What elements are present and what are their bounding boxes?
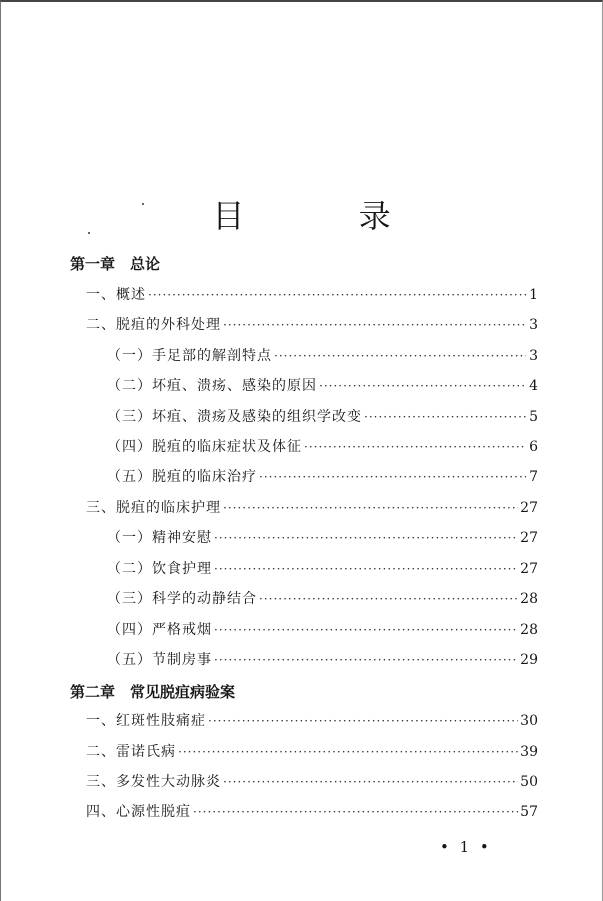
leader-dots xyxy=(274,349,526,363)
entry-label: （四）严格戒烟 xyxy=(107,622,212,638)
leader-dots xyxy=(223,501,518,515)
toc-entry[interactable] xyxy=(107,649,538,669)
entry-label: 一、概述 xyxy=(86,287,146,303)
toc-title: 目 录 xyxy=(212,197,443,236)
entry-label: 二、雷诺氏病 xyxy=(86,744,176,760)
leader-dots xyxy=(214,562,518,576)
toc-entry[interactable] xyxy=(86,710,538,730)
toc-entry[interactable] xyxy=(107,436,538,456)
entry-label: （五）节制房事 xyxy=(107,652,212,668)
leader-dots xyxy=(319,379,526,393)
entry-label: （二）饮食护理 xyxy=(107,561,212,577)
chapter-heading: 第一章 总论 xyxy=(70,255,161,273)
entry-page: 28 xyxy=(520,591,538,607)
entry-page: 7 xyxy=(529,469,538,485)
toc-entry[interactable] xyxy=(107,588,538,608)
entry-label: （二）坏疽、溃疡、感染的原因 xyxy=(107,378,317,394)
entry-page: 50 xyxy=(520,774,538,790)
leader-dots xyxy=(223,318,526,332)
entry-page: 5 xyxy=(529,409,538,425)
entry-label: （一）手足部的解剖特点 xyxy=(107,348,272,364)
entry-label: 一、红斑性肢痛症 xyxy=(86,713,206,729)
toc-entry[interactable] xyxy=(107,345,538,365)
leader-dots xyxy=(148,288,526,302)
entry-page: 27 xyxy=(520,561,538,577)
entry-page: 4 xyxy=(529,378,538,394)
scan-speck xyxy=(142,203,144,205)
chapter-heading: 第二章 常见脱疽病验案 xyxy=(70,683,236,701)
page-number: • 1 • xyxy=(440,838,489,856)
toc-entry[interactable] xyxy=(86,741,538,761)
entry-label: 二、脱疽的外科处理 xyxy=(86,317,221,333)
toc-entry[interactable] xyxy=(107,558,538,578)
leader-dots xyxy=(214,623,518,637)
entry-page: 3 xyxy=(529,348,538,364)
leader-dots xyxy=(208,714,518,728)
entry-page: 6 xyxy=(529,439,538,455)
toc-entry[interactable] xyxy=(86,801,538,821)
toc-entry[interactable] xyxy=(107,619,538,639)
entry-label: 三、多发性大动脉炎 xyxy=(86,774,221,790)
entry-page: 29 xyxy=(520,652,538,668)
toc-entry[interactable] xyxy=(86,497,538,517)
entry-page: 27 xyxy=(520,500,538,516)
leader-dots xyxy=(259,592,518,606)
leader-dots xyxy=(193,805,518,819)
leader-dots xyxy=(259,470,526,484)
entry-label: （三）科学的动静结合 xyxy=(107,591,257,607)
toc-entry[interactable] xyxy=(86,771,538,791)
toc-entry[interactable] xyxy=(86,314,538,334)
toc-entry[interactable] xyxy=(107,375,538,395)
leader-dots xyxy=(178,745,518,759)
entry-label: （四）脱疽的临床症状及体征 xyxy=(107,439,302,455)
entry-label: 四、心源性脱疽 xyxy=(86,804,191,820)
entry-label: （五）脱疽的临床治疗 xyxy=(107,469,257,485)
entry-page: 30 xyxy=(520,713,538,729)
toc-entry[interactable] xyxy=(107,466,538,486)
entry-label: （一）精神安慰 xyxy=(107,530,212,546)
scan-speck xyxy=(88,232,90,234)
entry-label: （三）坏疽、溃疡及感染的组织学改变 xyxy=(107,409,362,425)
entry-page: 28 xyxy=(520,622,538,638)
toc-entry[interactable] xyxy=(107,406,538,426)
entry-page: 1 xyxy=(529,287,538,303)
toc-entry[interactable] xyxy=(86,284,538,304)
leader-dots xyxy=(214,531,518,545)
leader-dots xyxy=(214,653,518,667)
toc-entry[interactable] xyxy=(107,527,538,547)
entry-page: 57 xyxy=(520,804,538,820)
leader-dots xyxy=(364,410,526,424)
entry-page: 3 xyxy=(529,317,538,333)
leader-dots xyxy=(223,775,518,789)
entry-page: 39 xyxy=(520,744,538,760)
leader-dots xyxy=(304,440,526,454)
entry-page: 27 xyxy=(520,530,538,546)
entry-label: 三、脱疽的临床护理 xyxy=(86,500,221,516)
